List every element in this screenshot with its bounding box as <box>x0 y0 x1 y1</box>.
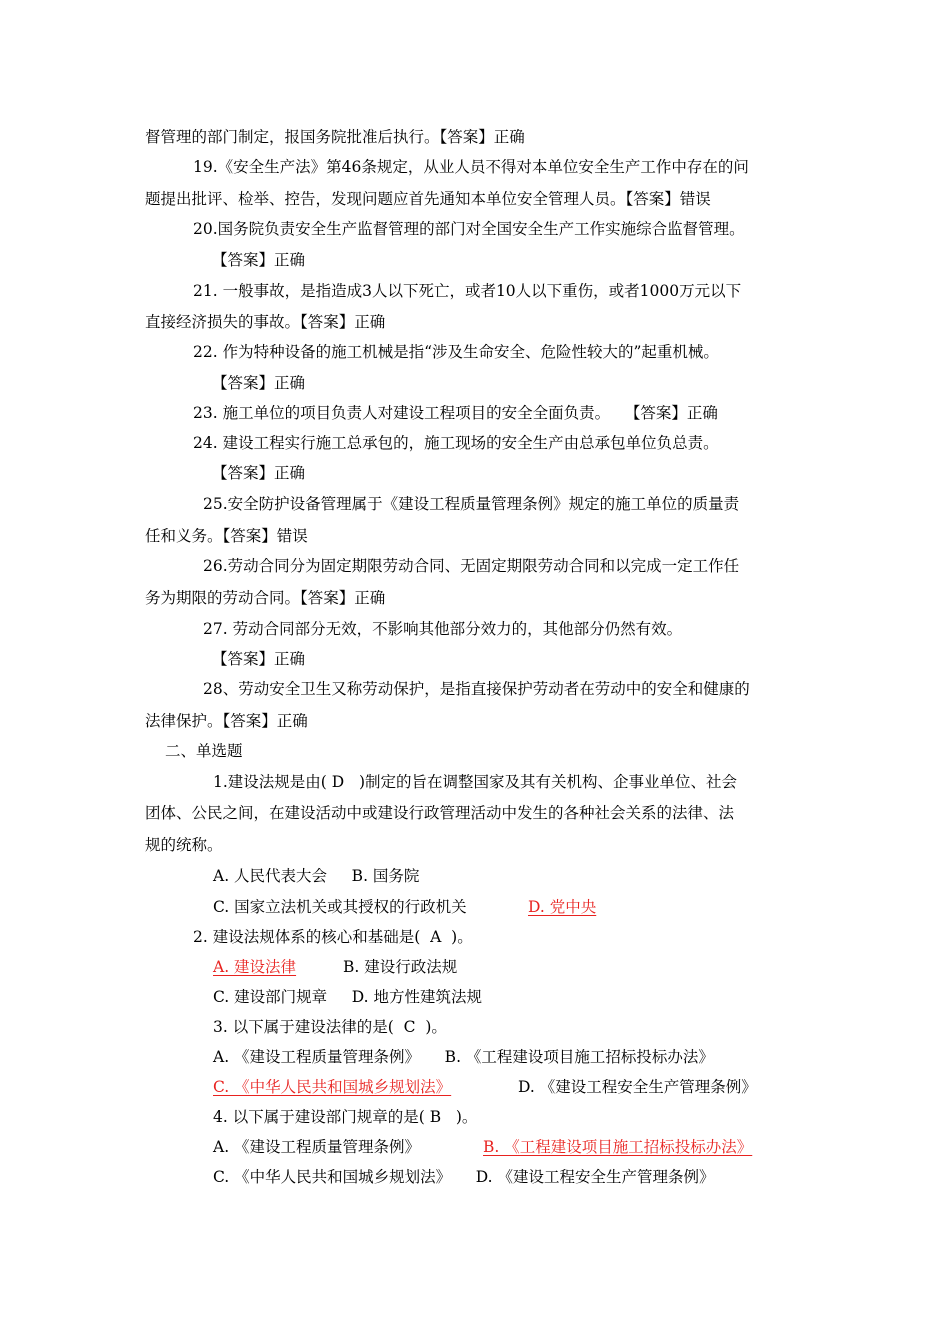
question-line: 20.国务院负责安全生产监督管理的部门对全国安全生产工作实施综合监督管理。 <box>193 220 745 238</box>
answer-line: 督管理的部门制定，报国务院批准后执行。【答案】正确 <box>145 128 525 146</box>
question-stem: 3. 以下属于建设法律的是( C )。 <box>213 1018 447 1036</box>
question-line: 21. 一般事故，是指造成3人以下死亡，或者10人以下重伤，或者1000万元以下 <box>193 282 742 300</box>
option-line: A. 人民代表大会 B. 国务院 <box>213 867 420 885</box>
option-line: C. 建设部门规章 D. 地方性建筑法规 <box>213 988 483 1006</box>
correct-option: B. 《工程建设项目施工招标投标办法》 <box>483 1138 753 1156</box>
question-line: 23. 施工单位的项目负责人对建设工程项目的安全全面负责。 【答案】正确 <box>193 404 718 422</box>
option-line: A. 《建设工程质量管理条例》 B. 《工程建设项目施工招标投标办法》 <box>213 1048 714 1066</box>
question-line: 25.安全防护设备管理属于《建设工程质量管理条例》规定的施工单位的质量责 <box>203 495 740 513</box>
section-heading: 二、单选题 <box>165 742 243 760</box>
question-line: 28、劳动安全卫生又称劳动保护，是指直接保护劳动者在劳动中的安全和健康的 <box>203 680 750 698</box>
answer-line: 【答案】正确 <box>212 464 306 482</box>
correct-option: D. 党中央 <box>528 898 597 916</box>
option-line: C. 《中华人民共和国城乡规划法》 D. 《建设工程安全生产管理条例》 <box>213 1168 715 1186</box>
question-stem: 1.建设法规是由( D )制定的旨在调整国家及其有关机构、企事业单位、社会 <box>213 773 738 791</box>
correct-option: A. 建设法律 <box>213 958 297 976</box>
answer-line: 【答案】正确 <box>212 374 306 392</box>
answer-line: 务为期限的劳动合同。【答案】正确 <box>145 589 386 607</box>
question-stem: 规的统称。 <box>145 836 223 854</box>
option-line: B. 建设行政法规 <box>343 958 458 976</box>
answer-line: 【答案】正确 <box>212 650 306 668</box>
question-stem: 4. 以下属于建设部门规章的是( B )。 <box>213 1108 478 1126</box>
question-line: 24. 建设工程实行施工总承包的，施工现场的安全生产由总承包单位负总责。 <box>193 434 719 452</box>
question-stem: 2. 建设法规体系的核心和基础是( A )。 <box>193 928 473 946</box>
option-line: C. 国家立法机关或其授权的行政机关 <box>213 898 467 916</box>
option-line: A. 《建设工程质量管理条例》 <box>213 1138 421 1156</box>
answer-line: 【答案】正确 <box>212 251 306 269</box>
question-line: 27. 劳动合同部分无效，不影响其他部分效力的，其他部分仍然有效。 <box>203 620 683 638</box>
answer-line: 直接经济损失的事故。【答案】正确 <box>145 313 386 331</box>
question-stem: 团体、公民之间，在建设活动中或建设行政管理活动中发生的各种社会关系的法律、法 <box>145 804 735 822</box>
question-line: 19.《安全生产法》第46条规定，从业人员不得对本单位安全生产工作中存在的问 <box>193 158 749 176</box>
answer-line: 任和义务。【答案】错误 <box>145 527 308 545</box>
answer-line: 题提出批评、检举、控告，发现问题应首先通知本单位安全管理人员。【答案】错误 <box>145 190 711 208</box>
option-line: D. 《建设工程安全生产管理条例》 <box>518 1078 757 1096</box>
answer-line: 法律保护。【答案】正确 <box>145 712 308 730</box>
question-line: 26.劳动合同分为固定期限劳动合同、无固定期限劳动合同和以完成一定工作任 <box>203 557 740 575</box>
correct-option: C. 《中华人民共和国城乡规划法》 <box>213 1078 452 1096</box>
question-line: 22. 作为特种设备的施工机械是指“涉及生命安全、危险性较大的”起重机械。 <box>193 343 719 361</box>
